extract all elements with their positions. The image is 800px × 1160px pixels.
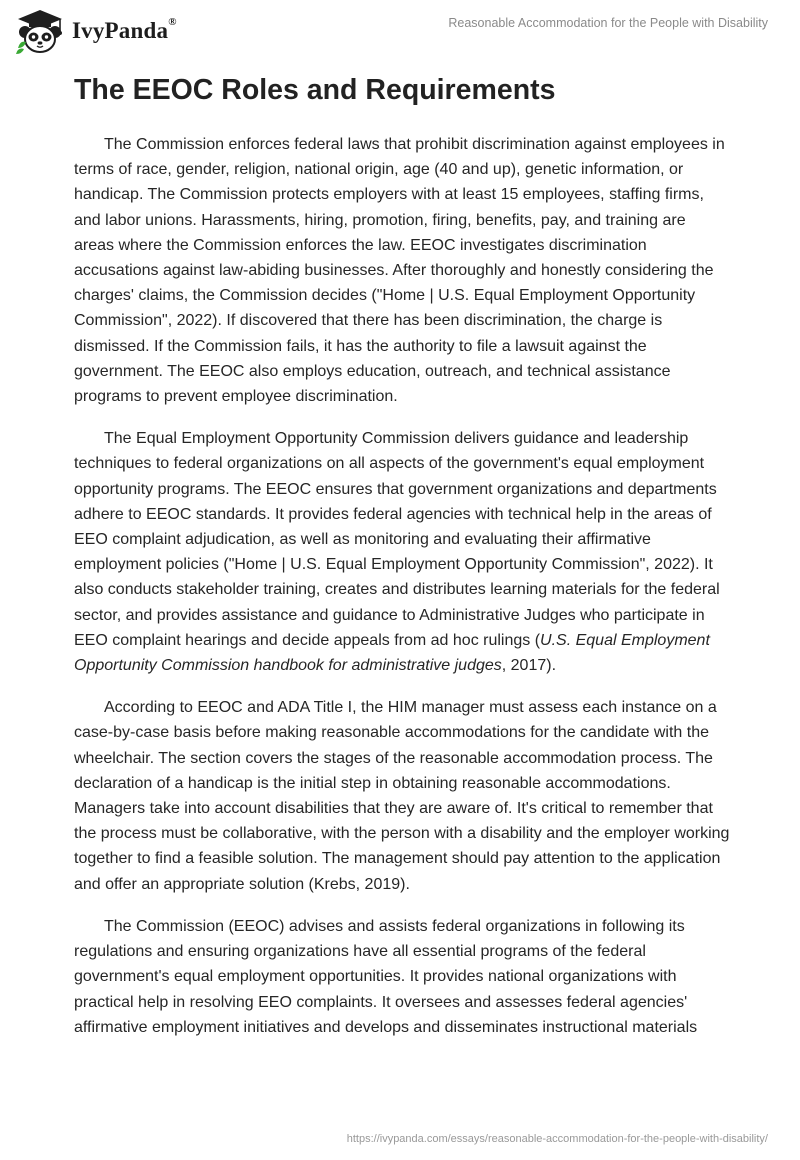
page-header bbox=[0, 0, 800, 62]
source-url[interactable]: https://ivypanda.com/essays/reasonable-accommodation-for-the-people-with-disability/ bbox=[346, 1133, 768, 1145]
ivypanda-logo[interactable] bbox=[14, 8, 177, 54]
section-heading: The EEOC Roles and Requirements bbox=[74, 74, 556, 106]
paragraph-1: The Commission enforces federal laws that prohibit discrimination against employees in terms of race, gender, religion, national origin, age (40 and up), genetic information, or handicap. The Commission protects employers with at least 15 employees, staffing firms, and labor unions. Harassments, hiring, promotion, firing, benefits, pay, and training are areas where the Commission enforces the law. EEOC investigates discrimination accusations against law-abiding businesses. After thoroughly and honestly considering the charges' claims, the Commission decides ("Home | U.S. Equal Employment Opportunity Commission", 2022). If discovered that there has been discrimination, the charge is dismissed. If the Commission fails, it has the authority to file a lawsuit against the government. The EEOC also employs education, outreach, and technical assistance programs to prevent employee discrimination. bbox=[74, 136, 725, 406]
panda-graduate-logo-icon bbox=[14, 8, 66, 54]
document-title: Reasonable Accommodation for the People with Disability bbox=[448, 16, 768, 30]
paragraph-2-text: The Equal Employment Opportunity Commission delivers guidance and leadership techniques to federal organizations on all aspects of the government's equal employment opportunity programs. The EEOC ensures that government organizations and departments adhere to EEOC standards. It provides federal agencies with technical help in the areas of EEO complaint adjudication, as well as monitoring and evaluating their affirmative employment policies ("Home | U.S. Equal Employment Opportunity Commission", 2022). It also conducts stakeholder training, creates and distributes learning materials for the federal sector, and provides assistance and guidance to Administrative Judges who participate in EEO complaint hearings and decide appeals from ad hoc rulings ( bbox=[74, 430, 720, 649]
paragraph-3: According to EEOC and ADA Title I, the HIM manager must assess each instance on a case-by-case basis before making reasonable accommodations for the candidate with the wheelchair. The section covers the stages of the reasonable accommodation process. The declaration of a handicap is the initial step in obtaining reasonable accommodations. Managers take into account disabilities that they are aware of. It's critical to remember that the process must be collaborative, with the person with a disability and the employer working together to find a feasible solution. The management should pay attention to the application and offer an appropriate solution (Krebs, 2019). bbox=[74, 699, 730, 893]
article bbox=[74, 72, 730, 1057]
paragraph-2-citation-year: , 2017). bbox=[501, 657, 557, 675]
brand-name: IvyPanda® bbox=[72, 16, 177, 43]
registered-mark: ® bbox=[168, 16, 177, 29]
paragraph-4: The Commission (EEOC) advises and assists federal organizations in following its regulations and ensuring organizations have all essential programs of the federal government's equal employment opportunities. It provides national organizations with practical help in resolving EEO complaints. It oversees and assesses federal agencies' affirmative employment initiatives and develops and disseminates instructional materials bbox=[74, 917, 698, 1036]
paragraph-2-citation-title: U.S. Equal Employment Opportunity Commission handbook for administrative judges bbox=[74, 631, 710, 675]
paragraph-2 bbox=[74, 426, 730, 678]
